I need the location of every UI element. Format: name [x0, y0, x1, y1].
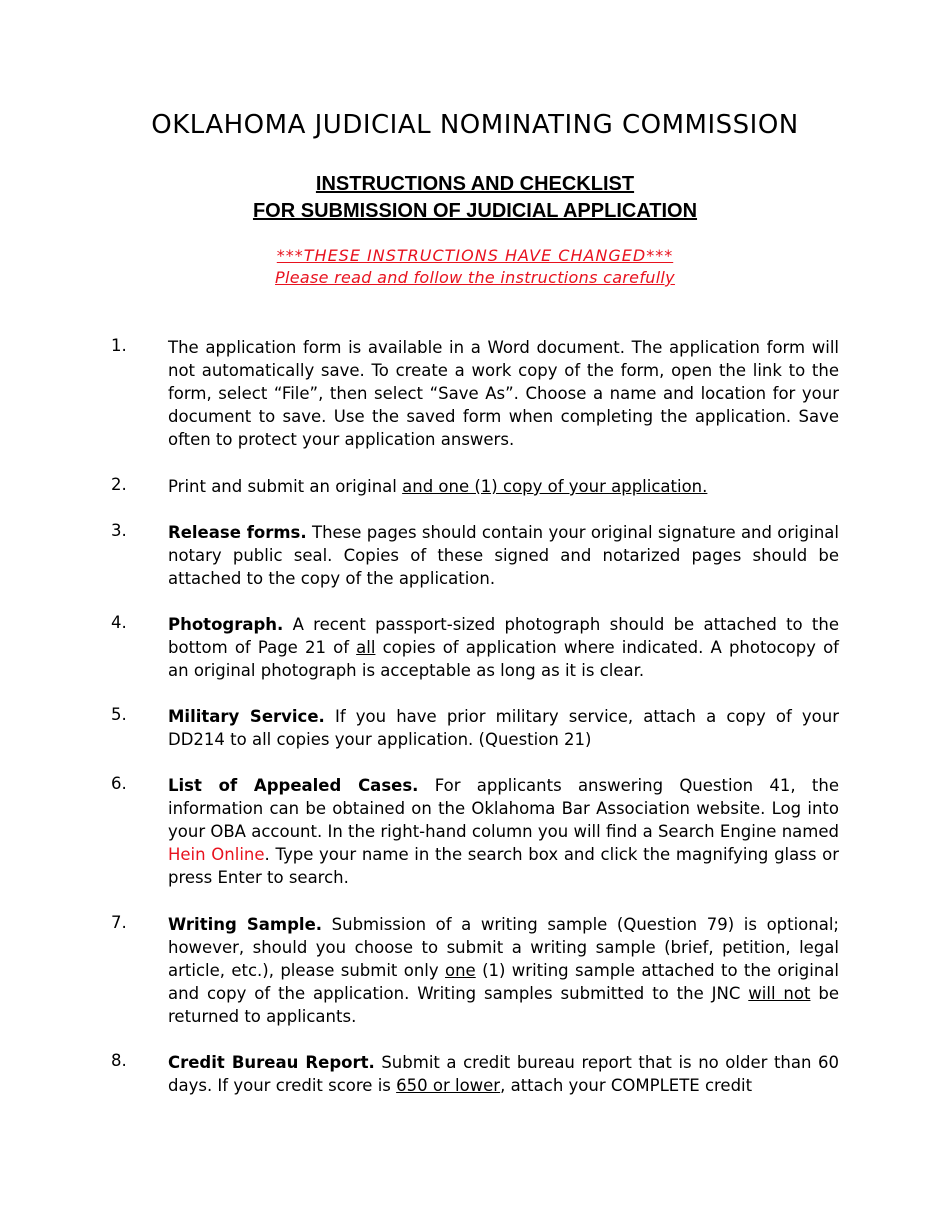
item-text-after: . Type your name in the search box and click the magnifying glass or press Enter to search.: [168, 845, 839, 888]
item-text: A recent passport-sized photograph should be attached to the bottom of Page 21 of: [168, 615, 839, 658]
item-number: 4.: [111, 613, 127, 632]
item-body: [168, 705, 839, 751]
item-text-middle: (1) writing sample attached to the original and copy of the application. Writing samples submitted to the JNC: [168, 961, 840, 1004]
item-title: Photograph.: [168, 615, 284, 634]
item-number: 8.: [111, 1051, 127, 1070]
item-number: 6.: [111, 774, 127, 793]
item-text: Submission of a writing sample (Question 79) is optional; however, should you choose to submit a writing sample (brief, petition, legal article, etc.), please submit only: [168, 915, 839, 981]
change-notice-line-1-text: ***THESE INSTRUCTIONS HAVE CHANGED***: [276, 246, 674, 265]
item-text-underlined: one: [445, 961, 476, 981]
item-text-underlined: 650 or lower: [396, 1076, 501, 1096]
item-text-underlined: and one (1) copy of your application.: [402, 477, 708, 496]
item-title: Credit Bureau Report.: [168, 1053, 375, 1072]
heading-line-1: [0, 173, 950, 196]
item-text-after: , attach your COMPLETE credit: [500, 1076, 753, 1096]
heading-line-2: [0, 200, 950, 223]
item-title: List of Appealed Cases.: [168, 776, 419, 795]
item-number: 3.: [111, 521, 127, 540]
item-text: These pages should contain your original signature and original notary public seal. Copies of these signed and notarized pages should be attached to the copy of the application.: [168, 523, 839, 589]
item-body: [168, 1051, 839, 1097]
item-body: [168, 336, 839, 451]
heading-line-1-text: INSTRUCTIONS AND CHECKLIST: [315, 173, 635, 195]
hein-online-link[interactable]: Hein Online: [168, 845, 265, 865]
item-title: Military Service.: [168, 707, 325, 726]
item-text: The application form is available in a Word document. The application form will not automatically save. To create a work copy of the form, open the link to the form, select “File”, then select “Save As”. Choose a name and location for your document to save. Use the saved form when completing the application. Save often to protect your application answers.: [168, 338, 839, 450]
item-number: 7.: [111, 913, 127, 932]
item-body: [168, 475, 839, 498]
heading-line-2-text: FOR SUBMISSION OF JUDICIAL APPLICATION: [252, 200, 698, 222]
item-text: For applicants answering Question 41, the information can be obtained on the Oklahoma Bar Association website. Log into your OBA account. In the right-hand column you will find a Search Engine named: [168, 776, 839, 842]
item-text-underlined: all: [356, 638, 376, 658]
item-number: 2.: [111, 475, 127, 494]
item-body: [168, 521, 839, 590]
item-text-underlined-2: will not: [748, 984, 811, 1004]
item-body: [168, 774, 839, 889]
item-text: If you have prior military service, attach a copy of your DD214 to all copies your application. (Question 21): [168, 707, 839, 750]
item-title: Writing Sample.: [168, 915, 323, 934]
organization-title: OKLAHOMA JUDICIAL NOMINATING COMMISSION: [151, 110, 799, 140]
item-text: Submit a credit bureau report that is no older than 60 days. If your credit score is: [168, 1053, 839, 1096]
item-body: [168, 613, 839, 682]
change-notice-line-2: [0, 268, 950, 287]
item-text-after: copies of application where indicated. A photocopy of an original photograph is acceptable as long as it is clear.: [168, 638, 839, 681]
item-number: 1.: [111, 336, 127, 355]
change-notice-line-1: [0, 246, 950, 265]
item-number: 5.: [111, 705, 127, 724]
change-notice-line-2-text: Please read and follow the instructions carefully: [275, 268, 675, 287]
item-title: Release forms.: [168, 523, 307, 542]
item-text: Print and submit an original: [168, 477, 403, 496]
item-text-after: be returned to applicants.: [168, 984, 839, 1027]
item-body: [168, 913, 839, 1028]
